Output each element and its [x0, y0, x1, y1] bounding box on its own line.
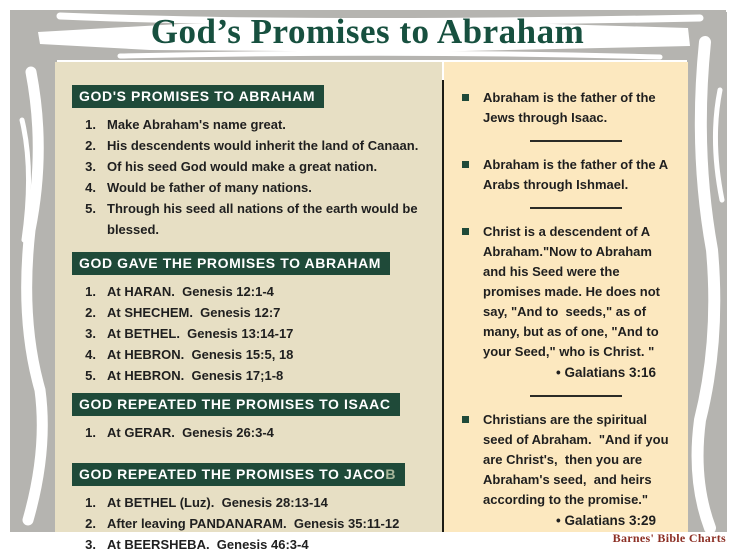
item-text: Of his seed God would make a great nation. — [107, 159, 378, 174]
bullet-text: Christ is a descendent of A Abraham."Now to Abraham and his Seed were the promises made. He does not say, "And to seeds," as of many, but as of one, "And to your Seed," who is Christ. " — [483, 224, 664, 359]
horizontal-divider — [530, 207, 622, 209]
item-text: Would be father of many nations. — [107, 180, 312, 195]
item-number: 1. — [85, 495, 96, 510]
section-header-overflow: B — [385, 466, 397, 482]
list-item — [72, 534, 442, 554]
left-panel — [55, 62, 442, 552]
bullet-text: Abraham is the father of the Jews through Isaac. — [483, 90, 660, 125]
item-text: At BEERSHEBA. Genesis 46:3-4 — [107, 537, 309, 552]
publisher-credit: Barnes' Bible Charts — [612, 531, 726, 545]
bullet-text: Christians are the spiritual seed of Abraham. "And if you are Christ's, then you are Abraham's seed, and heirs according to the promise." — [483, 412, 673, 507]
square-bullet-icon — [462, 94, 469, 101]
horizontal-divider — [530, 140, 622, 142]
item-number: 2. — [85, 138, 96, 153]
item-number: 5. — [85, 368, 96, 383]
item-number: 4. — [85, 180, 96, 195]
item-text: At HEBRON. Genesis 17;1-8 — [107, 368, 284, 383]
item-text: At BETHEL. Genesis 13:14-17 — [107, 326, 294, 341]
horizontal-divider — [530, 395, 622, 397]
list-item — [72, 323, 442, 344]
item-number: 1. — [85, 117, 96, 132]
list-item — [72, 344, 442, 365]
list-item — [72, 302, 442, 323]
item-number: 3. — [85, 326, 96, 341]
item-text: After leaving PANDANARAM. Genesis 35:11-12 — [107, 516, 400, 531]
list-item — [72, 177, 442, 198]
list-item — [72, 513, 442, 534]
page-title: God’s Promises to Abraham — [150, 12, 585, 51]
section-header: GOD'S PROMISES TO ABRAHAM — [72, 85, 324, 108]
item-text: At SHECHEM. Genesis 12:7 — [107, 305, 281, 320]
section-list — [72, 492, 442, 554]
bullet-text: Abraham is the father of the A Arabs through Ishmael. — [483, 157, 671, 192]
item-number: 5. — [85, 201, 96, 216]
section-header: GOD GAVE THE PROMISES TO ABRAHAM — [72, 252, 390, 275]
list-item — [72, 114, 442, 135]
section-repeated-jacob — [72, 463, 442, 554]
item-text: His descendents would inherit the land of Canaan. — [107, 138, 419, 153]
section-header: GOD REPEATED THE PROMISES TO ISAAC — [72, 393, 400, 416]
item-text: At HARAN. Genesis 12:1-4 — [107, 284, 274, 299]
item-text: At GERAR. Genesis 26:3-4 — [107, 425, 274, 440]
section-list — [72, 114, 442, 240]
item-number: 3. — [85, 159, 96, 174]
bullet-item — [458, 222, 678, 362]
item-number: 2. — [85, 516, 96, 531]
item-text: Make Abraham's name great. — [107, 117, 286, 132]
list-item — [72, 135, 442, 156]
bullet-item — [458, 410, 678, 510]
list-item — [72, 365, 442, 386]
list-item — [72, 492, 442, 513]
scripture-citation: • Galatians 3:29 — [556, 513, 657, 528]
scripture-citation: • Galatians 3:16 — [556, 365, 657, 380]
section-list — [72, 422, 442, 443]
list-item — [72, 156, 442, 177]
section-promises — [72, 85, 442, 240]
section-list — [72, 281, 442, 386]
item-text: At HEBRON. Genesis 15:5, 18 — [107, 347, 294, 362]
item-text: At BETHEL (Luz). Genesis 28:13-14 — [107, 495, 328, 510]
square-bullet-icon — [462, 416, 469, 423]
bullet-item — [458, 155, 678, 195]
list-item — [72, 198, 442, 240]
list-item — [72, 281, 442, 302]
square-bullet-icon — [462, 161, 469, 168]
section-header — [72, 463, 405, 486]
square-bullet-icon — [462, 228, 469, 235]
section-header-text: GOD REPEATED THE PROMISES TO JACO — [79, 466, 386, 482]
list-item — [72, 422, 442, 443]
item-text: Through his seed all nations of the earth would be blessed. — [107, 201, 422, 237]
right-panel — [444, 62, 688, 532]
item-number: 3. — [85, 537, 96, 552]
bullet-item — [458, 88, 678, 128]
item-number: 2. — [85, 305, 96, 320]
section-gave-promises — [72, 252, 442, 386]
section-repeated-isaac — [72, 393, 442, 443]
item-number: 1. — [85, 425, 96, 440]
item-number: 4. — [85, 347, 96, 362]
item-number: 1. — [85, 284, 96, 299]
